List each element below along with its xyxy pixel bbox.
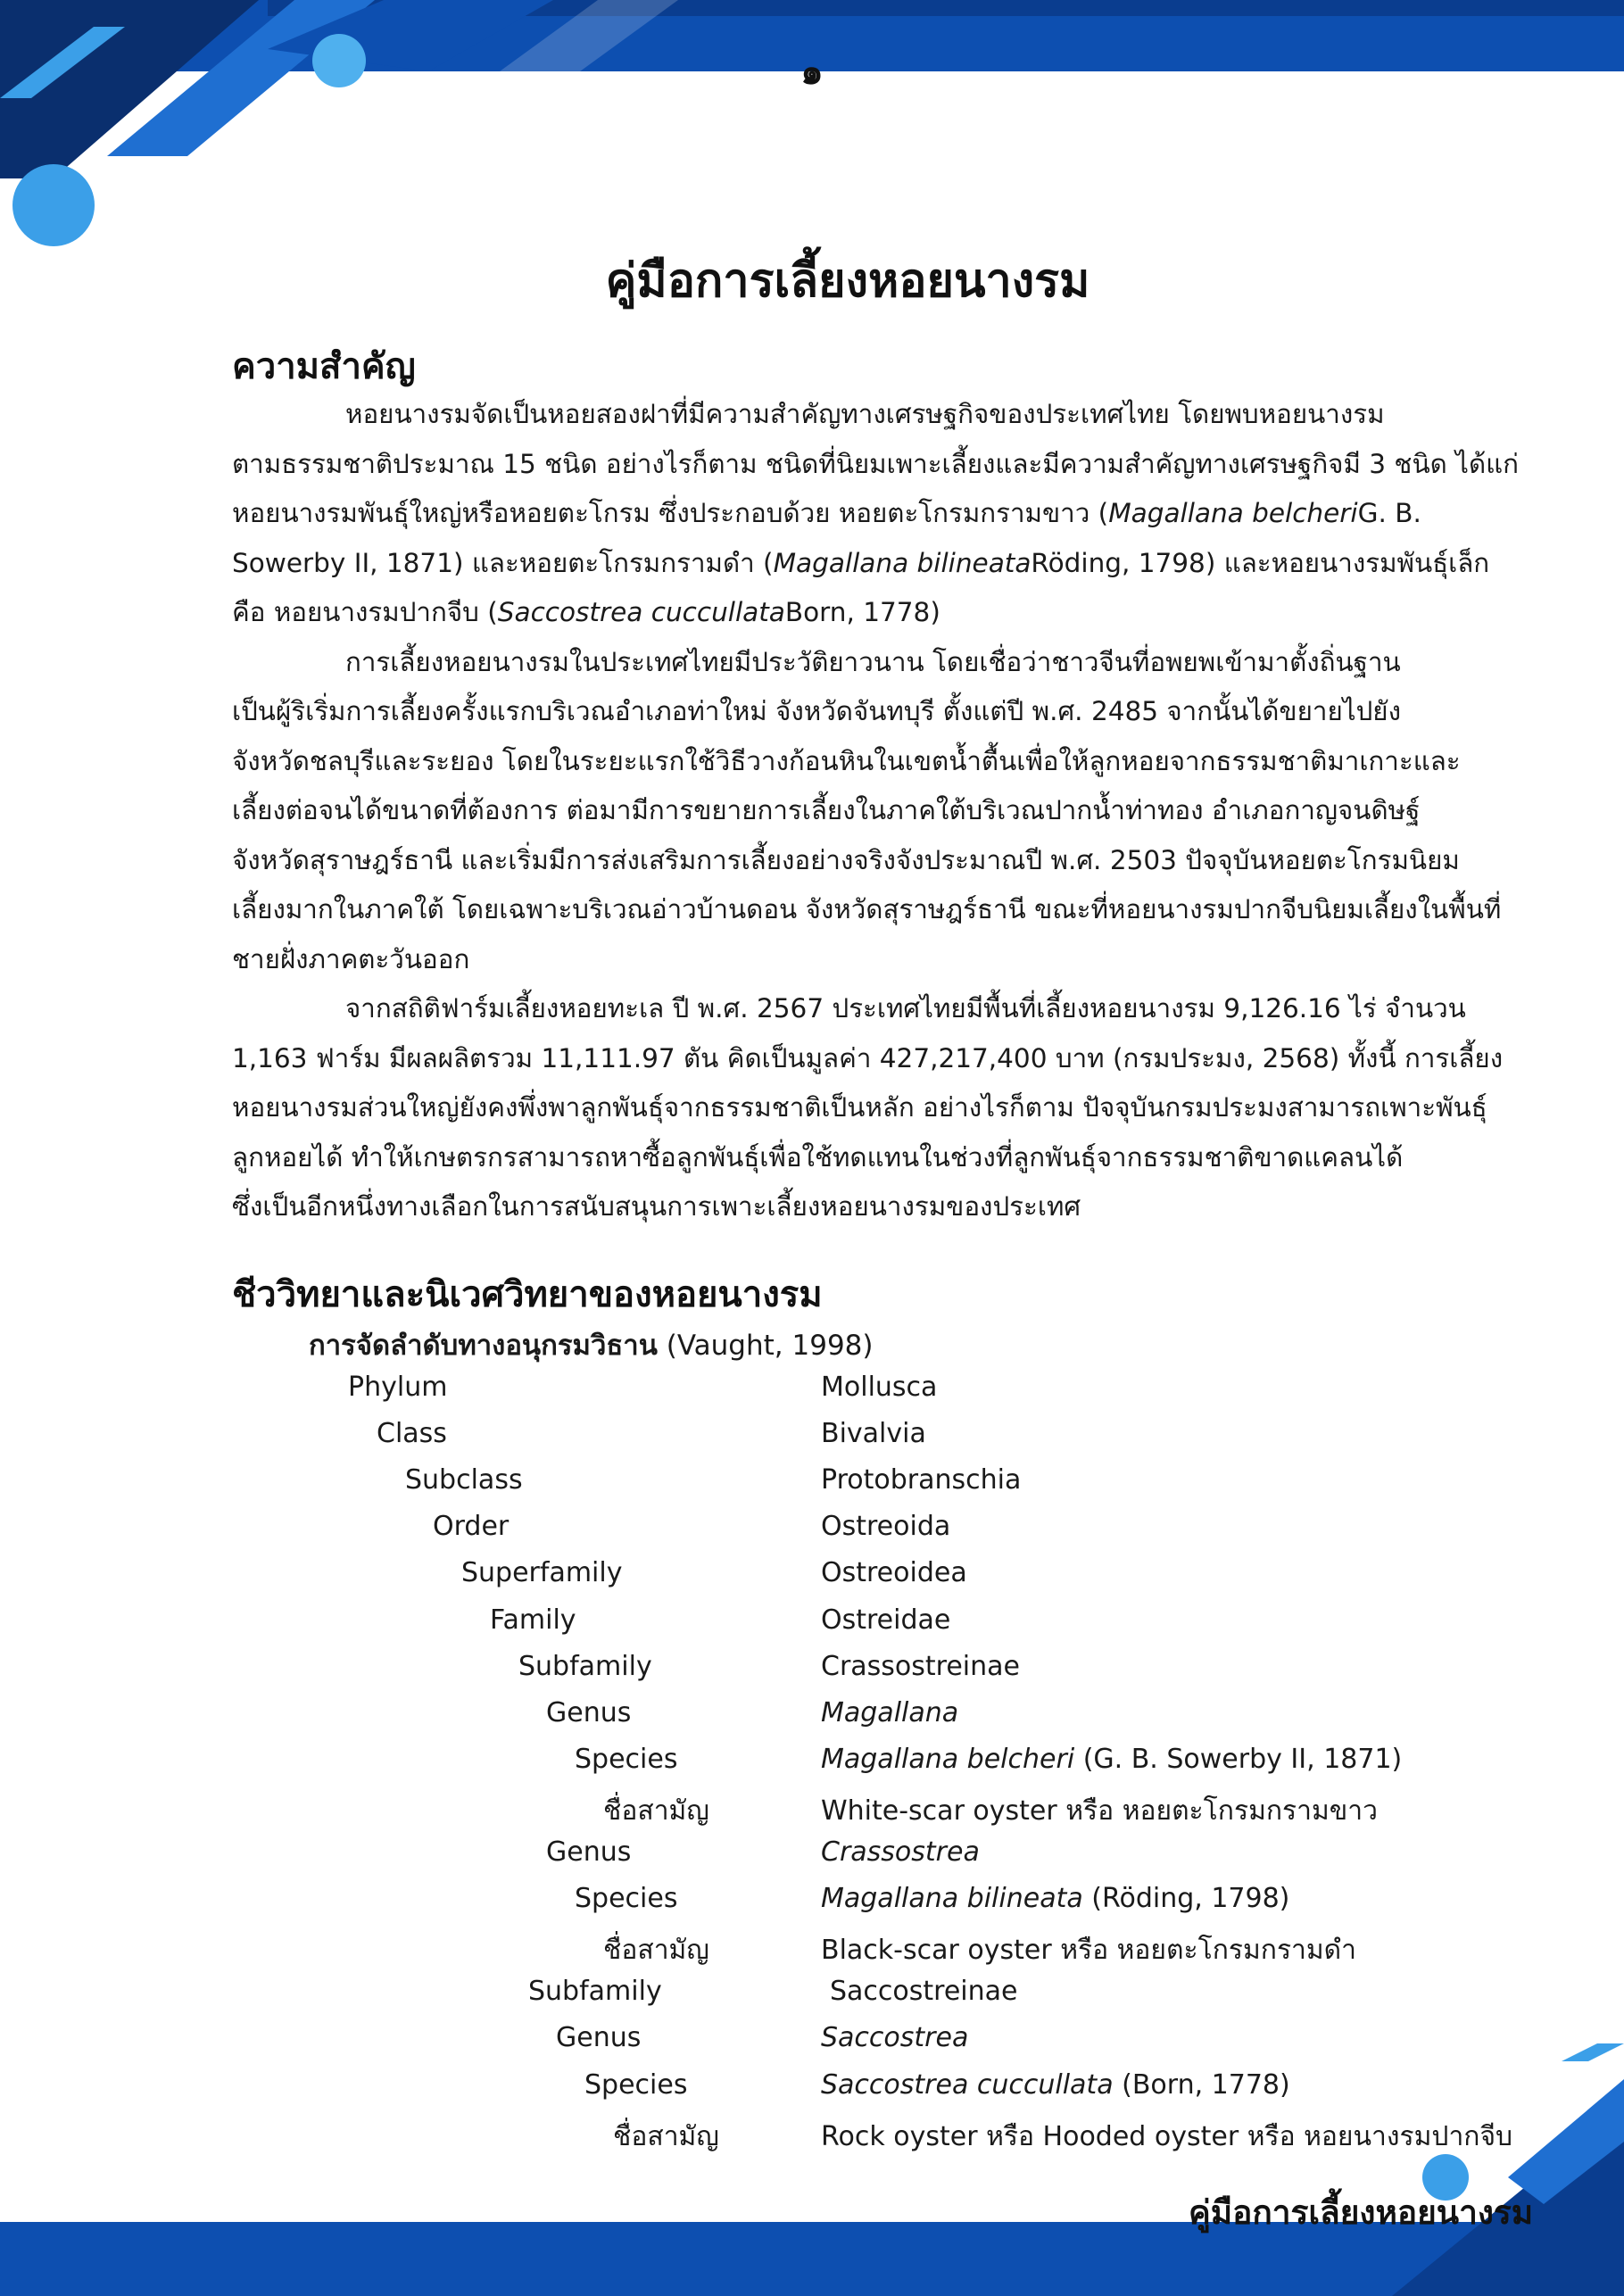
taxonomy-value	[821, 1929, 1356, 1971]
taxonomy-rank: ชื่อสามัญ	[613, 2120, 719, 2152]
taxonomy-value-name: Crassostrea	[821, 1836, 980, 1868]
section-heading-biology: ชีววิทยาและนิเวศวิทยาของหอยนางรม	[232, 1274, 823, 1315]
top-circle-large	[12, 164, 95, 246]
document-title: คู่มือการเลี้ยงหอยนางรม	[605, 254, 1090, 308]
taxonomy-rank: Family	[490, 1604, 576, 1636]
taxonomy-rank: Subfamily	[528, 1976, 662, 2008]
taxonomy-rank: ชื่อสามัญ	[603, 1795, 709, 1827]
taxonomy-rank: Subclass	[405, 1464, 523, 1496]
taxonomy-rank: Order	[433, 1511, 510, 1543]
taxonomy-rank: Subfamily	[518, 1650, 652, 1682]
taxonomy-rank: Genus	[556, 2022, 642, 2054]
taxonomy-value	[821, 1464, 1021, 1496]
section-heading-importance: ความสำคัญ	[232, 346, 416, 387]
taxonomy-rank: Genus	[546, 1696, 632, 1728]
paragraph-line: จังหวัดชลบุรีและระยอง โดยในระยะแรกใช้วิธีวางก้อนหินในเขตน้ำตื้นเพื่อให้ลูกหอยจากธรรมชาติมาเกาะและ	[232, 745, 1461, 776]
paragraph-line: ซึ่งเป็นอีกหนึ่งทางเลือกในการสนับสนุนการเพาะเลี้ยงหอยนางรมของประเทศ	[232, 1191, 1081, 1222]
paragraph-line: หอยนางรมส่วนใหญ่ยังคงพึ่งพาลูกพันธุ์จากธรรมชาติเป็นหลัก อย่างไรก็ตาม ปัจจุบันกรมประมงสามารถเพาะพันธุ์	[232, 1092, 1487, 1123]
taxonomy-rank: Class	[377, 1418, 447, 1450]
paragraph-line: จากสถิติฟาร์มเลี้ยงหอยทะเล ปี พ.ศ. 2567 ประเทศไทยมีพื้นที่เลี้ยงหอยนางรม 9,126.16 ไร่ จำนวน	[345, 993, 1466, 1024]
paragraph-line: เป็นผู้ริเริ่มการเลี้ยงครั้งแรกบริเวณอำเภอท่าใหม่ จังหวัดจันทบุรี ตั้งแต่ปี พ.ศ. 2485 จากนั้นได้ขยายไปยัง	[232, 696, 1401, 726]
taxonomy-value	[821, 1836, 980, 1868]
paragraph-line: หอยนางรมจัดเป็นหอยสองฝาที่มีความสำคัญทางเศรษฐกิจของประเทศไทย โดยพบหอยนางรม	[345, 399, 1385, 429]
paragraph-line: เลี้ยงต่อจนได้ขนาดที่ต้องการ ต่อมามีการขยายการเลี้ยงในภาคใต้บริเวณปากน้ำท่าทอง อำเภอกาญจนดิษฐ์	[232, 795, 1421, 825]
taxonomy-value-name: Black-scar oyster หรือ หอยตะโกรมกรามดำ	[821, 1935, 1356, 1967]
taxonomy-value	[821, 1372, 937, 1403]
taxonomy-value-authority: (G. B. Sowerby II, 1871)	[1074, 1743, 1403, 1775]
taxonomy-row	[0, 1651, 1624, 1697]
taxonomy-value-name: Magallana	[821, 1696, 959, 1728]
paragraph-line: ตามธรรมชาติประมาณ 15 ชนิด อย่างไรก็ตาม ชนิดที่นิยมเพาะเลี้ยงและมีความสำคัญทางเศรษฐกิจมี 3 ชนิด ได้แก่	[232, 448, 1520, 479]
taxonomy-value	[821, 1883, 1289, 1914]
taxonomy-row	[0, 1883, 1624, 1929]
taxonomy-row	[0, 1836, 1624, 1883]
taxonomy-rank: Species	[575, 1883, 678, 1915]
taxonomy-rank: Superfamily	[461, 1557, 623, 1589]
taxonomy-value-name: Ostreidae	[821, 1604, 951, 1636]
importance-paragraphs	[232, 390, 1520, 1232]
taxonomy-value	[821, 1418, 926, 1449]
paragraph-line: จังหวัดสุราษฎร์ธานี และเริ่มมีการส่งเสริมการเลี้ยงอย่างจริงจังประมาณปี พ.ศ. 2503 ปัจจุบันหอยตะโกรมนิยม	[232, 844, 1460, 875]
taxonomy-value-name: Crassostreinae	[821, 1650, 1020, 1682]
taxonomy-value-authority: (Born, 1778)	[1113, 2068, 1290, 2101]
paragraph-line: ชายฝั่งภาคตะวันออก	[232, 943, 470, 974]
taxonomy-value-name: Saccostrea	[821, 2022, 969, 2054]
taxonomy-row	[0, 1604, 1624, 1651]
taxonomy-value-name: Magallana bilineata	[821, 1883, 1083, 1915]
taxonomy-row	[0, 1929, 1624, 1976]
taxonomy-value-name: Magallana belcheri	[821, 1743, 1075, 1775]
taxonomy-value-name: White-scar oyster หรือ หอยตะโกรมกรามขาว	[821, 1795, 1378, 1827]
taxonomy-value-name: Mollusca	[821, 1372, 938, 1403]
paragraph-line: Sowerby II, 1871) และหอยตะโกรมกรามดำ ( Magallana bilineata Röding, 1798) และหอยนางรมพันธุ์เล็ก	[232, 547, 1490, 578]
taxonomy-row	[0, 2069, 1624, 2116]
taxonomy-value	[821, 1790, 1378, 1832]
taxonomy-rank: Phylum	[348, 1372, 448, 1403]
taxonomy-row	[0, 1976, 1624, 2022]
taxonomy-value-name: Ostreoida	[821, 1511, 951, 1543]
taxonomy-row	[0, 1511, 1624, 1557]
paragraph-line: เลี้ยงมากในภาคใต้ โดยเฉพาะบริเวณอ่าวบ้านดอน จังหวัดสุราษฎร์ธานี ขณะที่หอยนางรมปากจีบนิยมเลี้ยงในพื้นที่	[232, 894, 1502, 924]
taxonomy-row	[0, 1418, 1624, 1464]
taxonomy-value-name: Ostreoidea	[821, 1557, 967, 1589]
taxonomy-heading-label: การจัดลำดับทางอนุกรมวิธาน	[309, 1330, 658, 1362]
taxonomy-row	[0, 1464, 1624, 1511]
taxonomy-value-name: Saccostreinae	[830, 1976, 1018, 2008]
taxonomy-row	[0, 2116, 1624, 2162]
taxonomy-row	[0, 2022, 1624, 2068]
taxonomy-value-authority: (Röding, 1798)	[1082, 1883, 1290, 1915]
paragraph-line: 1,163 ฟาร์ม มีผลผลิตรวม 11,111.97 ตัน คิดเป็นมูลค่า 427,217,400 บาท (กรมประมง, 2568) ทั้งนี้ การเลี้ยง	[232, 1042, 1504, 1073]
taxonomy-value	[821, 1604, 950, 1636]
paragraph-line: คือ หอยนางรมปากจีบ ( Saccostrea cuccullata Born, 1778)	[232, 597, 940, 627]
paragraph-line: ลูกหอยได้ ทำให้เกษตรกรสามารถหาซื้อลูกพันธุ์เพื่อใช้ทดแทนในช่วงที่ลูกพันธุ์จากธรรมชาติขาดแคลนได้	[232, 1141, 1404, 1173]
taxonomy-value	[830, 1976, 1017, 2007]
taxonomy-row	[0, 1697, 1624, 1744]
paragraph-line: การเลี้ยงหอยนางรมในประเทศไทยมีประวัติยาวนาน โดยเชื่อว่าชาวจีนที่อพยพเข้ามาตั้งถิ่นฐาน	[345, 646, 1401, 677]
taxonomy-value	[821, 2069, 1290, 2101]
taxonomy-value-name: Protobranschia	[821, 1464, 1022, 1496]
taxonomy-value	[821, 1697, 958, 1728]
taxonomy-citation: (Vaught, 1998)	[666, 1330, 874, 1362]
footer-title: คู่มือการเลี้ยงหอยนางรม	[1189, 2193, 1534, 2232]
taxonomy-row	[0, 1557, 1624, 1604]
taxonomy-value-name: Saccostrea cuccullata	[821, 2068, 1114, 2101]
taxonomy-value	[821, 1557, 967, 1588]
taxonomy-value	[821, 1744, 1402, 1775]
taxonomy-value	[821, 2116, 1512, 2158]
paragraph-line: หอยนางรมพันธุ์ใหญ่หรือหอยตะโกรม ซึ่งประกอบด้วย หอยตะโกรมกรามขาว ( Magallana belcheri G. B.	[232, 498, 1421, 528]
taxonomy-value	[821, 1511, 950, 1542]
taxonomy-value	[821, 2022, 968, 2053]
taxonomy-value	[821, 1651, 1020, 1682]
taxonomy-row	[0, 1744, 1624, 1790]
taxonomy-rank: Species	[584, 2068, 688, 2101]
taxonomy-value-name: Bivalvia	[821, 1418, 926, 1450]
taxonomy-row	[0, 1372, 1624, 1418]
taxonomy-rank: Species	[575, 1743, 678, 1775]
page-number: ๑	[800, 52, 824, 93]
taxonomy-heading	[309, 1322, 873, 1367]
taxonomy-value-name: Rock oyster หรือ Hooded oyster หรือ หอยนางรมปากจีบ	[821, 2120, 1513, 2152]
taxonomy-rank: Genus	[546, 1836, 632, 1868]
taxonomy-rank: ชื่อสามัญ	[603, 1935, 709, 1967]
taxonomy-row	[0, 1790, 1624, 1836]
